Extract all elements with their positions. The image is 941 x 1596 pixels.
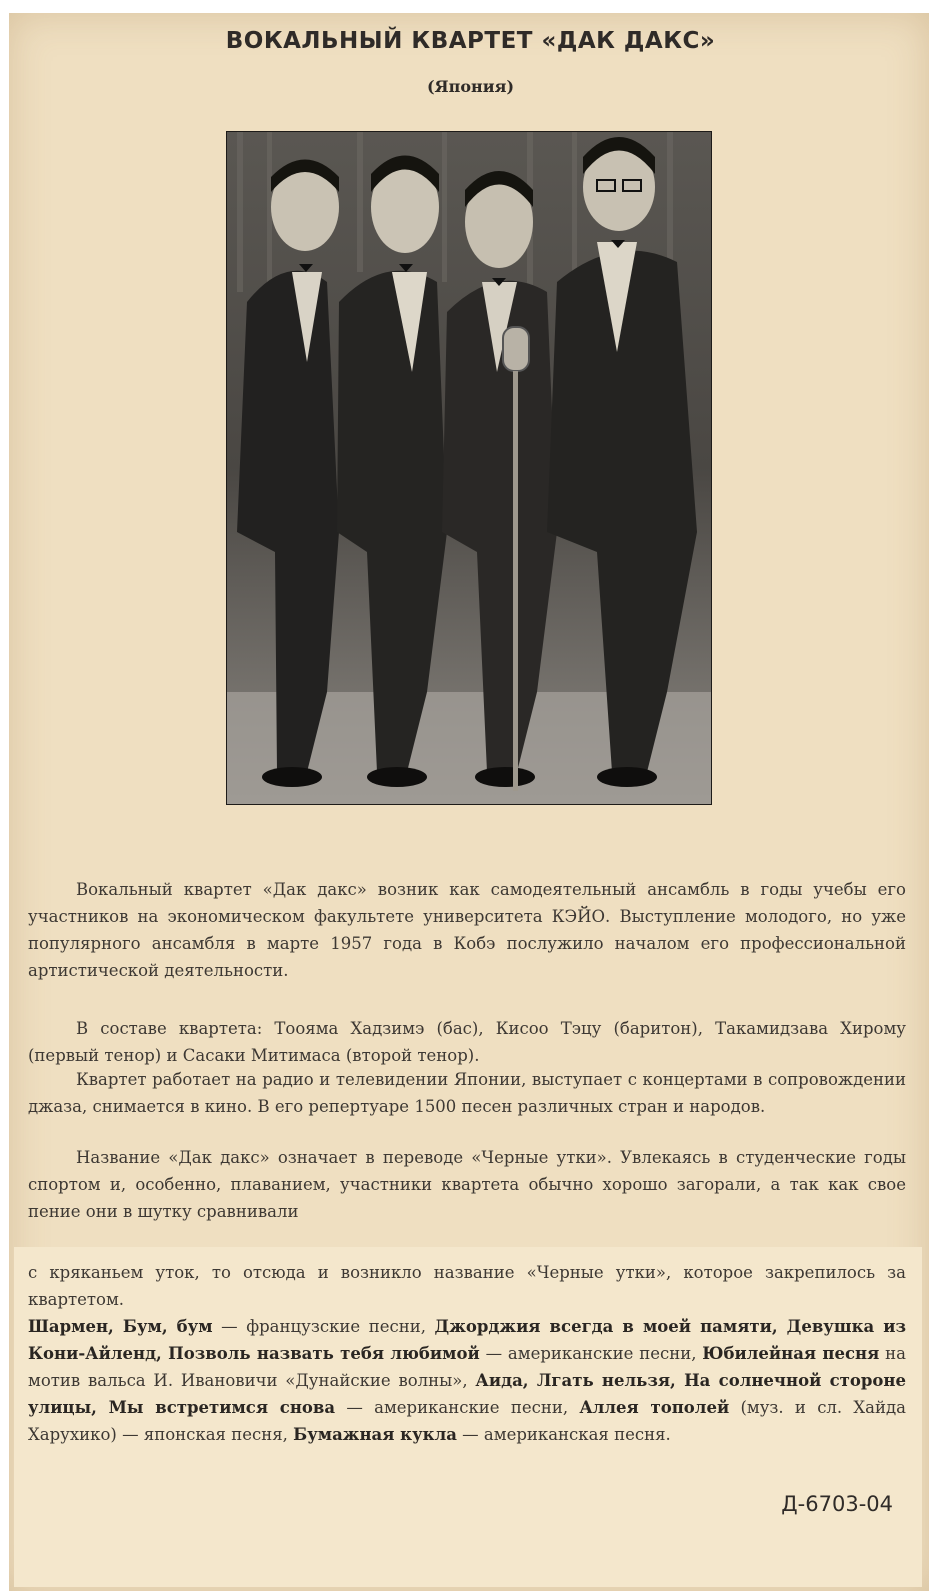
page-title: ВОКАЛЬНЫЙ КВАРТЕТ «ДАК ДАКС»: [225, 28, 716, 54]
song-origin-3: на мотив вальса И. Ивановичи «Дунайские волны»,: [28, 1344, 906, 1390]
repertoire-list: [28, 1313, 906, 1448]
song-group-6: Бумажная кукла: [293, 1425, 457, 1444]
song-origin-4: — американские песни,: [335, 1398, 580, 1417]
song-origin-1: — французские песни,: [212, 1317, 435, 1336]
song-group-2: Джорджия всегда в моей памяти, Девушка из Кони-Айленд, Позволь назвать тебя любимой: [28, 1317, 907, 1363]
members-paragraph: В составе квартета: Тоояма Хадзимэ (бас), Кисоо Тэцу (баритон), Такамидзава Хирому (первый тенор) и Сасаки Митимаса (второй тенор).: [28, 1019, 906, 1065]
name-paragraph-continued: с кряканьем уток, то отсюда и возникло название «Черные утки», которое закрепилось за квартетом.: [28, 1263, 906, 1309]
song-origin-5: (муз. и сл. Хайда Харухико) — японская песня,: [28, 1398, 906, 1444]
quartet-photo-icon: [227, 132, 711, 804]
song-origin-2: — американские песни,: [479, 1344, 703, 1363]
song-group-3: Юбилейная песня: [702, 1344, 880, 1363]
song-group-5: Аллея тополей: [579, 1398, 730, 1417]
song-origin-6: — американская песня.: [456, 1425, 671, 1444]
song-group-4: Аида, Лгать нельзя, На солнечной стороне улицы, Мы встретимся снова: [28, 1371, 906, 1417]
work-paragraph: Квартет работает на радио и телевидении Японии, выступает с концертами в сопровождении джаза, снимается в кино. В его репертуаре 1500 песен различных стран и народов.: [28, 1070, 906, 1116]
song-group-1: Шармен, Бум, бум: [28, 1317, 213, 1336]
page-subtitle: (Япония): [426, 77, 515, 96]
name-paragraph: Название «Дак дакс» означает в переводе «Черные утки». Увлекаясь в студенческие годы спортом и, особенно, плаванием, участники квартета обычно хорошо загорали, а так как свое пение они в шутку сравнивали: [28, 1148, 906, 1221]
intro-paragraph: Вокальный квартет «Дак дакс» возник как самодеятельный ансамбль в годы учебы его участников на экономическом факультете университета КЭЙО. Выступление молодого, но уже популярного ансамбля в марте 1957 года в Кобэ послужило началом его профессиональной артистической деятельности.: [28, 880, 906, 980]
catalog-number: Д-6703-04: [781, 1492, 893, 1516]
quartet-photo: [226, 131, 712, 805]
